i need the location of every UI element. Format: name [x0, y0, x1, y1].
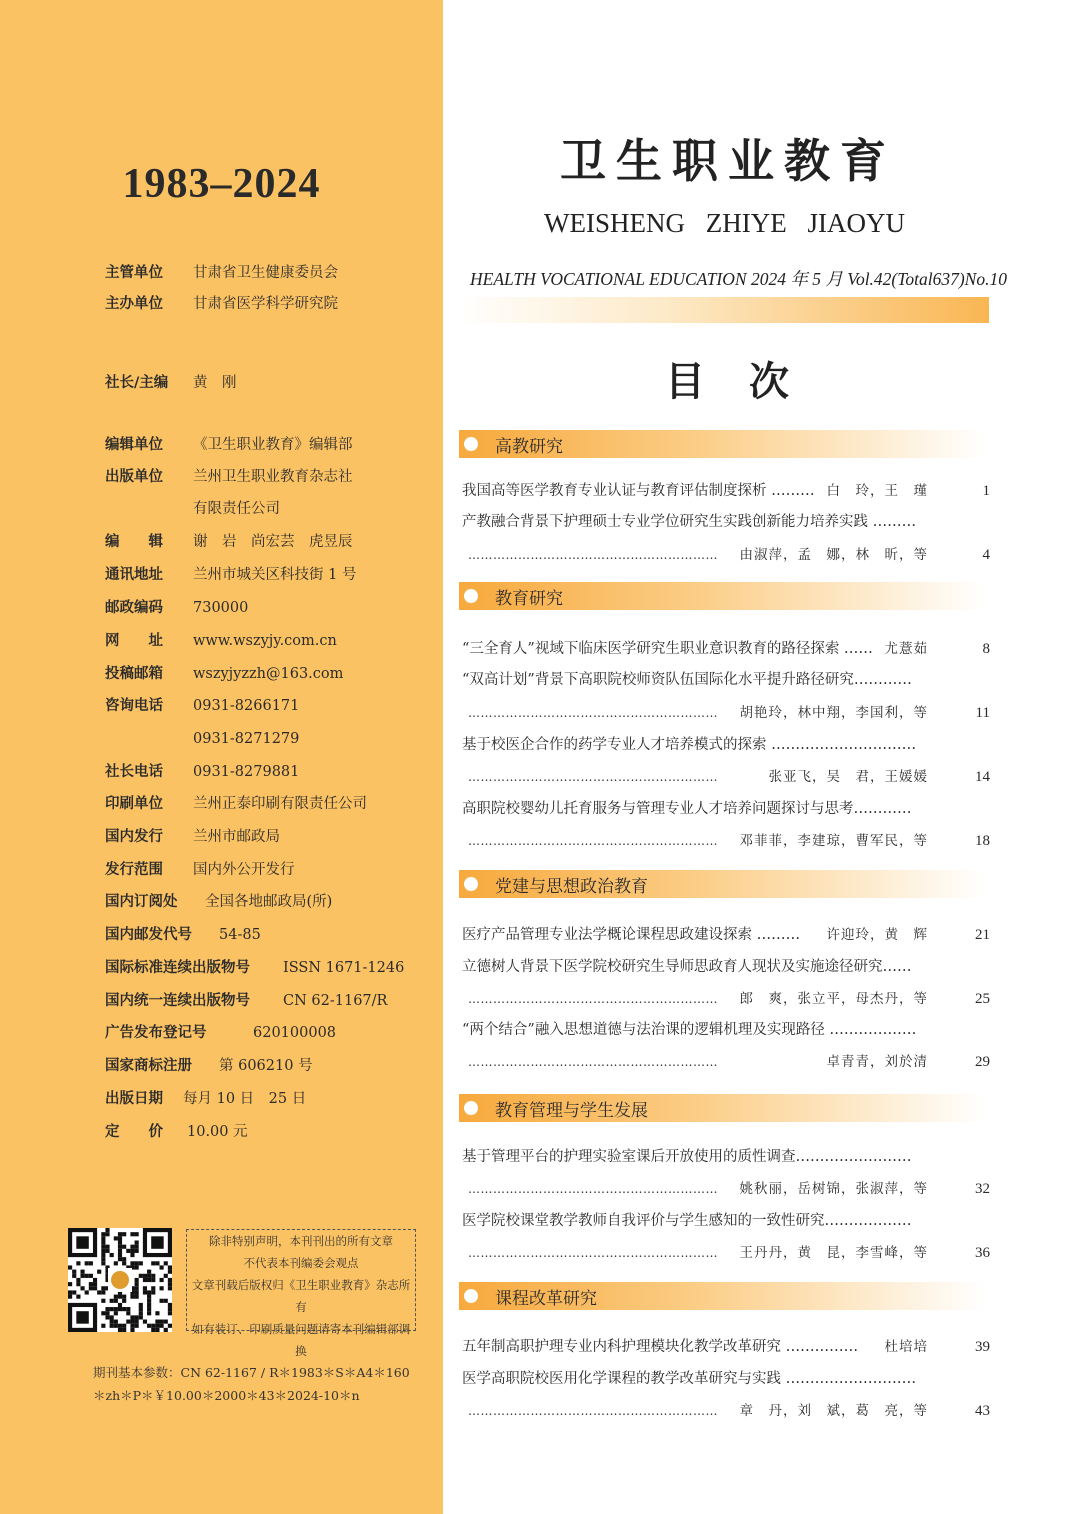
toc-article-continuation[interactable]	[462, 1242, 990, 1264]
article-title: 医学院校课堂教学教师自我评价与学生感知的一致性研究………………	[462, 1213, 912, 1229]
info-label: 编 辑	[105, 534, 163, 550]
info-row	[105, 958, 405, 978]
section-title: 党建与思想政治教育	[495, 877, 648, 897]
info-row	[105, 373, 237, 393]
article-authors: 章 丹，刘 斌，葛 亮，等	[734, 1400, 929, 1422]
info-value: 第 606210 号	[219, 1058, 313, 1074]
info-row	[105, 598, 249, 618]
info-value: 国内外公开发行	[193, 862, 295, 878]
leader-dots: ……………………………………………………	[468, 992, 718, 1006]
info-value: 每月 10 日 25 日	[183, 1091, 307, 1107]
info-value: CN 62-1167/R	[283, 993, 388, 1009]
page-number: 32	[975, 1181, 990, 1197]
toc-article[interactable]	[462, 1368, 990, 1390]
leader-dots: ……………………………………………………	[468, 1055, 718, 1069]
toc-article[interactable]	[462, 1146, 990, 1168]
article-authors: 张亚飞，吴 君，王媛媛	[763, 766, 929, 788]
article-title: 基于管理平台的护理实验室课后开放使用的质性调查……………………	[462, 1149, 912, 1165]
leader-dots: ……………………………………………………	[468, 706, 718, 720]
leader-dots: ……………………………………………………	[468, 1182, 718, 1196]
article-authors: 许迎玲，黄 辉	[821, 924, 929, 946]
toc-article[interactable]	[462, 1336, 990, 1358]
toc-article[interactable]	[462, 734, 990, 756]
article-title: 我国高等医学教育专业认证与教育评估制度探析 ………	[462, 483, 815, 499]
info-label: 编辑单位	[105, 437, 163, 453]
left-panel	[0, 0, 443, 1514]
info-label: 咨询电话	[105, 698, 163, 714]
info-label: 网 址	[105, 633, 163, 649]
section-header	[459, 870, 985, 898]
info-row	[105, 467, 353, 487]
section-title: 教育管理与学生发展	[495, 1101, 648, 1121]
params-line: ＊zh＊P＊￥10.00＊2000＊43＊2024-10＊n	[93, 1388, 360, 1403]
info-label: 国内邮发代号	[105, 927, 192, 943]
info-label: 定 价	[105, 1124, 163, 1140]
page-number: 1	[982, 483, 990, 499]
article-title: 医学高职院校医用化学课程的教学改革研究与实践 ………………………	[462, 1371, 917, 1387]
article-authors: 邓菲菲，李建琼，曹军民，等	[734, 830, 929, 852]
article-title: “双高计划”背景下高职院校师资队伍国际化水平提升路径研究…………	[462, 672, 912, 688]
article-title: 产教融合背景下护理硕士专业学位研究生实践创新能力培养实践 ………	[462, 514, 917, 530]
toc-article-continuation[interactable]	[462, 1400, 990, 1422]
info-label: 主管单位	[105, 265, 163, 281]
journal-pinyin: WEISHENG ZHIYE JIAOYU	[544, 208, 905, 238]
toc-article[interactable]	[462, 511, 990, 533]
info-row	[105, 294, 338, 314]
info-value: 0931-8279881	[193, 764, 300, 780]
article-title: 高职院校婴幼儿托育服务与管理专业人才培养问题探讨与思考…………	[462, 801, 912, 817]
article-authors: 尤薏茹	[879, 638, 929, 660]
info-label: 发行范围	[105, 862, 163, 878]
info-value: 甘肃省卫生健康委员会	[193, 265, 338, 281]
info-row	[105, 925, 261, 945]
toc-article[interactable]	[462, 1210, 990, 1232]
leader-dots: ……………………………………………………	[468, 548, 718, 562]
info-value: 甘肃省医学科学研究院	[193, 296, 338, 312]
toc-article[interactable]	[462, 1019, 990, 1041]
article-title: 立德树人背景下医学院校研究生导师思政育人现状及实施途径研究……	[462, 959, 912, 975]
info-label: 广告发布登记号	[105, 1025, 207, 1041]
info-row	[105, 263, 338, 283]
info-value: wszyjyzzh@163.com	[193, 666, 344, 682]
journal-title: 卫生职业教育	[560, 134, 896, 188]
info-value: 兰州卫生职业教育杂志社	[193, 469, 353, 485]
header-gradient-bar	[459, 297, 989, 323]
info-value: 兰州市城关区科技街 1 号	[193, 567, 357, 583]
article-authors: 由淑萍，孟 娜，林 昕，等	[734, 544, 929, 566]
info-value: 谢 岩 尚宏芸 虎昱辰	[193, 534, 353, 550]
info-value: 620100008	[253, 1025, 337, 1041]
info-row	[105, 827, 280, 847]
info-value: 10.00 元	[187, 1124, 248, 1140]
page-number: 25	[975, 991, 990, 1007]
article-authors: 卓青青，刘於清	[821, 1051, 929, 1073]
leader-dots: ……………………………………………………	[468, 1404, 718, 1418]
page-number: 29	[975, 1054, 990, 1070]
info-label: 国内订阅处	[105, 894, 178, 910]
page-number: 8	[982, 641, 990, 657]
article-title: 医疗产品管理专业法学概论课程思政建设探索 ………	[462, 927, 801, 943]
info-row	[105, 794, 367, 814]
params-line: 期刊基本参数：CN 62-1167 / R＊1983＊S＊A4＊160	[93, 1365, 410, 1380]
info-label: 国家商标注册	[105, 1058, 192, 1074]
info-label: 出版日期	[105, 1091, 163, 1107]
years-range: 1983–2024	[122, 161, 321, 207]
toc-article[interactable]	[462, 924, 990, 946]
bullet-dot-icon	[464, 1289, 478, 1303]
info-value: 730000	[193, 600, 249, 616]
info-label: 出版单位	[105, 469, 163, 485]
info-label: 国内统一连续出版物号	[105, 993, 250, 1009]
toc-article-continuation[interactable]	[462, 1051, 990, 1073]
article-authors: 胡艳玲，林中翔，李国利，等	[734, 702, 929, 724]
leader-dots: ……………………………………………………	[468, 770, 718, 784]
notice-line: 除非特别声明，本刊刊出的所有文章	[209, 1234, 393, 1248]
info-row	[105, 1056, 313, 1076]
info-label: 投稿邮箱	[105, 666, 163, 682]
article-authors: 杜培培	[879, 1336, 929, 1358]
section-title: 教育研究	[495, 589, 563, 609]
article-authors: 白 玲，王 瑾	[821, 480, 929, 502]
notice-line: 如有装订、印刷质量问题请寄本刊编辑部调换	[191, 1322, 411, 1358]
toc-article-continuation[interactable]	[462, 1178, 990, 1200]
leader-dots: ……………………………………………………	[468, 1246, 718, 1260]
info-row	[105, 435, 353, 455]
article-title: 五年制高职护理专业内科护理模块化教学改革研究 ……………	[462, 1339, 859, 1355]
info-row	[105, 631, 337, 651]
section-title: 高教研究	[495, 437, 563, 457]
toc-article[interactable]	[462, 956, 990, 978]
article-authors: 郎 爽，张立平，母杰丹，等	[734, 988, 929, 1010]
notice-line: 不代表本刊编委会观点	[243, 1256, 359, 1270]
info-row	[105, 1122, 248, 1142]
issue-info: HEALTH VOCATIONAL EDUCATION 2024 年 5 月 Vol.42(Total637)No.10	[470, 269, 1007, 289]
info-label: 国内发行	[105, 829, 163, 845]
toc-title: 目次	[665, 358, 833, 405]
info-value: ISSN 1671-1246	[283, 960, 405, 976]
info-value: 兰州正泰印刷有限责任公司	[193, 796, 367, 812]
info-value: 0931-8266171	[193, 698, 300, 714]
article-title: “两个结合”融入思想道德与法治课的逻辑机理及实现路径 ………………	[462, 1022, 917, 1038]
toc-article[interactable]	[462, 638, 990, 660]
article-authors: 姚秋丽，岳树锦，张淑萍，等	[734, 1178, 929, 1200]
section-header	[459, 1094, 985, 1122]
section-title: 课程改革研究	[495, 1289, 597, 1309]
copyright-notice	[186, 1229, 416, 1358]
article-title: 基于校医企合作的药学专业人才培养模式的探索 …………………………	[462, 737, 917, 753]
page-number: 18	[975, 833, 990, 849]
toc-article[interactable]	[462, 480, 990, 502]
toc-article[interactable]	[462, 798, 990, 820]
journal-parameters	[93, 1361, 410, 1407]
toc-article-continuation[interactable]	[462, 544, 990, 566]
info-value: 兰州市邮政局	[193, 829, 280, 845]
page-number: 21	[975, 927, 990, 943]
info-row	[105, 1023, 337, 1043]
info-row	[105, 532, 353, 552]
info-row	[105, 892, 333, 912]
section-header	[459, 430, 985, 458]
notice-line: 文章刊载后版权归《卫生职业教育》杂志所有	[191, 1278, 411, 1314]
info-value: 0931-8271279	[193, 731, 300, 747]
toc-article[interactable]	[462, 669, 990, 691]
info-value: 黄 刚	[193, 375, 237, 391]
info-label: 国际标准连续出版物号	[105, 960, 250, 976]
info-value: 54-85	[219, 927, 261, 943]
info-label: 邮政编码	[105, 600, 163, 616]
page-number: 4	[982, 547, 990, 563]
article-title: “三全育人”视域下临床医学研究生职业意识教育的路径探索 ……	[462, 641, 873, 657]
bullet-dot-icon	[464, 1101, 478, 1115]
toc-article-continuation[interactable]	[462, 988, 990, 1010]
page-number: 11	[975, 705, 990, 721]
info-row	[105, 1089, 307, 1109]
info-label: 社长/主编	[105, 375, 169, 391]
leader-dots: ……………………………………………………	[468, 834, 718, 848]
toc-article-continuation[interactable]	[462, 830, 990, 852]
page-number: 14	[975, 769, 990, 785]
bullet-dot-icon	[464, 877, 478, 891]
info-row	[105, 860, 295, 880]
info-row	[105, 696, 300, 716]
info-row	[105, 565, 357, 585]
info-value: www.wszyjy.com.cn	[193, 633, 337, 649]
article-authors: 王丹丹，黄 昆，李雪峰，等	[734, 1242, 929, 1264]
info-row	[105, 762, 300, 782]
info-row	[105, 991, 388, 1011]
info-label: 主办单位	[105, 296, 163, 312]
info-value: 全国各地邮政局(所)	[205, 894, 333, 910]
page-number: 43	[975, 1403, 990, 1419]
page-number: 39	[975, 1339, 990, 1355]
section-header	[459, 1282, 985, 1310]
info-value: 《卫生职业教育》编辑部	[193, 437, 353, 453]
toc-article-continuation[interactable]	[462, 702, 990, 724]
info-row	[105, 664, 344, 684]
info-label: 通讯地址	[105, 567, 163, 583]
info-value: 有限责任公司	[193, 501, 280, 517]
toc-article-continuation[interactable]	[462, 766, 990, 788]
page-number: 36	[975, 1245, 990, 1261]
qr-code-icon	[68, 1228, 172, 1332]
bullet-dot-icon	[464, 437, 478, 451]
section-header	[459, 582, 985, 610]
bullet-dot-icon	[464, 589, 478, 603]
info-label: 社长电话	[105, 764, 163, 780]
info-label: 印刷单位	[105, 796, 163, 812]
